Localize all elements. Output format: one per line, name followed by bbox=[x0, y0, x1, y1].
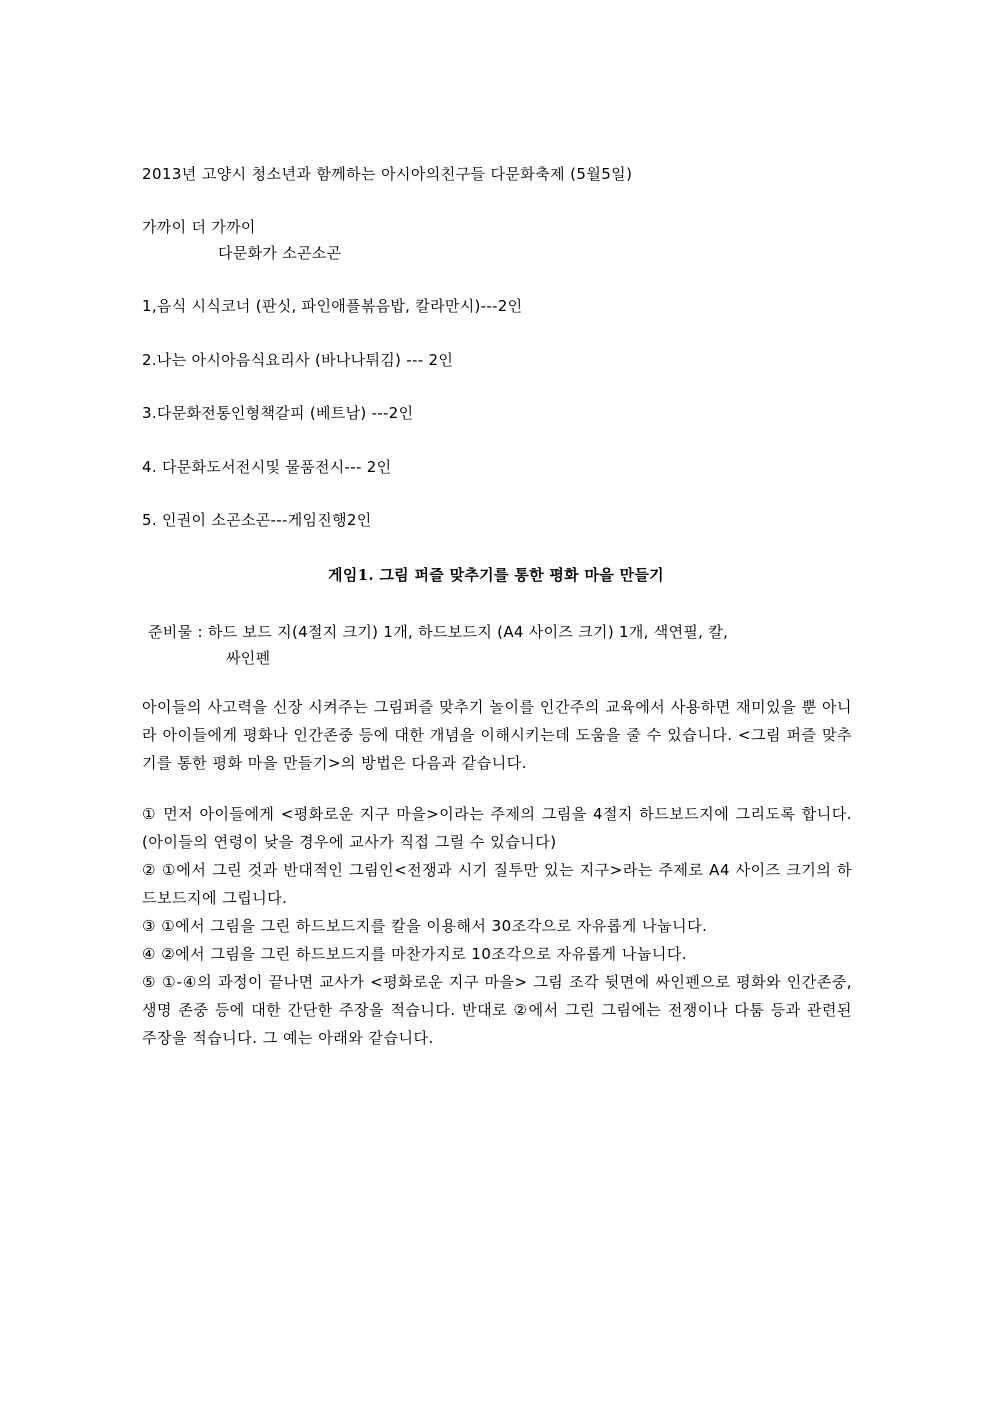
game-heading: 게임1. 그림 퍼즐 맞추기를 통한 평화 마을 만들기 bbox=[328, 566, 664, 584]
materials-line-1: 준비물 : 하드 보드 지(4절지 크기) 1개, 하드보드지 (A4 사이즈 크기) 1개, 색연필, 칼, bbox=[148, 623, 729, 641]
materials-line-2: 싸인펜 bbox=[226, 649, 271, 667]
document-title: 2013년 고양시 청소년과 함께하는 아시아의친구들 다문화축제 (5월5일) bbox=[142, 165, 633, 183]
slogan-line-2: 다문화가 소곤소곤 bbox=[218, 244, 342, 262]
slogan-line-1: 가까이 더 가까이 bbox=[142, 218, 256, 236]
step-item: ④ ②에서 그림을 그린 하드보드지를 마찬가지로 10조각으로 자유롭게 나눕니다. bbox=[142, 945, 688, 963]
list-item: 2.나는 아시아음식요리사 (바나나튀김) --- 2인 bbox=[142, 351, 454, 369]
intro-paragraph: 아이들의 사고력을 신장 시켜주는 그림퍼즐 맞추기 놀이를 인간주의 교육에서 사용하면 재미있을 뿐 아니라 아이들에게 평화나 인간존중 등에 대한 개념을 이해시키는데 도움을 줄 수 있습니다. <그림 퍼즐 맞추기를 통한 평화 마을 만들기>의 방법은 다음과 같습니다. bbox=[142, 698, 852, 772]
step-item: ① 먼저 아이들에게 <평화로운 지구 마을>이라는 주제의 그림을 4절지 하드보드지에 그리도록 합니다. (아이들의 연령이 낮을 경우에 교사가 직접 그릴 수 있습니다) bbox=[142, 805, 852, 851]
list-item: 1,음식 시식코너 (판싯, 파인애플볶음밥, 칼라만시)---2인 bbox=[142, 297, 523, 315]
step-item: ⑤ ①-④의 과정이 끝나면 교사가 <평화로운 지구 마을> 그림 조각 뒷면에 싸인펜으로 평화와 인간존중, 생명 존중 등에 대한 간단한 주장을 적습니다. 반대로 ②에서 그린 그림에는 전쟁이나 다툼 등과 관련된 주장을 적습니다. 그 예는 아래와 같습니다. bbox=[142, 973, 852, 1047]
list-item: 4. 다문화도서전시및 물품전시--- 2인 bbox=[142, 458, 392, 476]
steps-block bbox=[142, 800, 852, 1052]
step-item: ③ ①에서 그림을 그린 하드보드지를 칼을 이용해서 30조각으로 자유롭게 나눕니다. bbox=[142, 917, 708, 935]
materials-block bbox=[148, 619, 848, 671]
step-item: ② ①에서 그린 것과 반대적인 그림인<전쟁과 시기 질투만 있는 지구>라는 주제로 A4 사이즈 크기의 하드보드지에 그립니다. bbox=[142, 861, 852, 907]
list-item: 3.다문화전통인형책갈피 (베트남) ---2인 bbox=[142, 404, 414, 422]
list-item: 5. 인권이 소곤소곤---게임진행2인 bbox=[142, 511, 372, 529]
